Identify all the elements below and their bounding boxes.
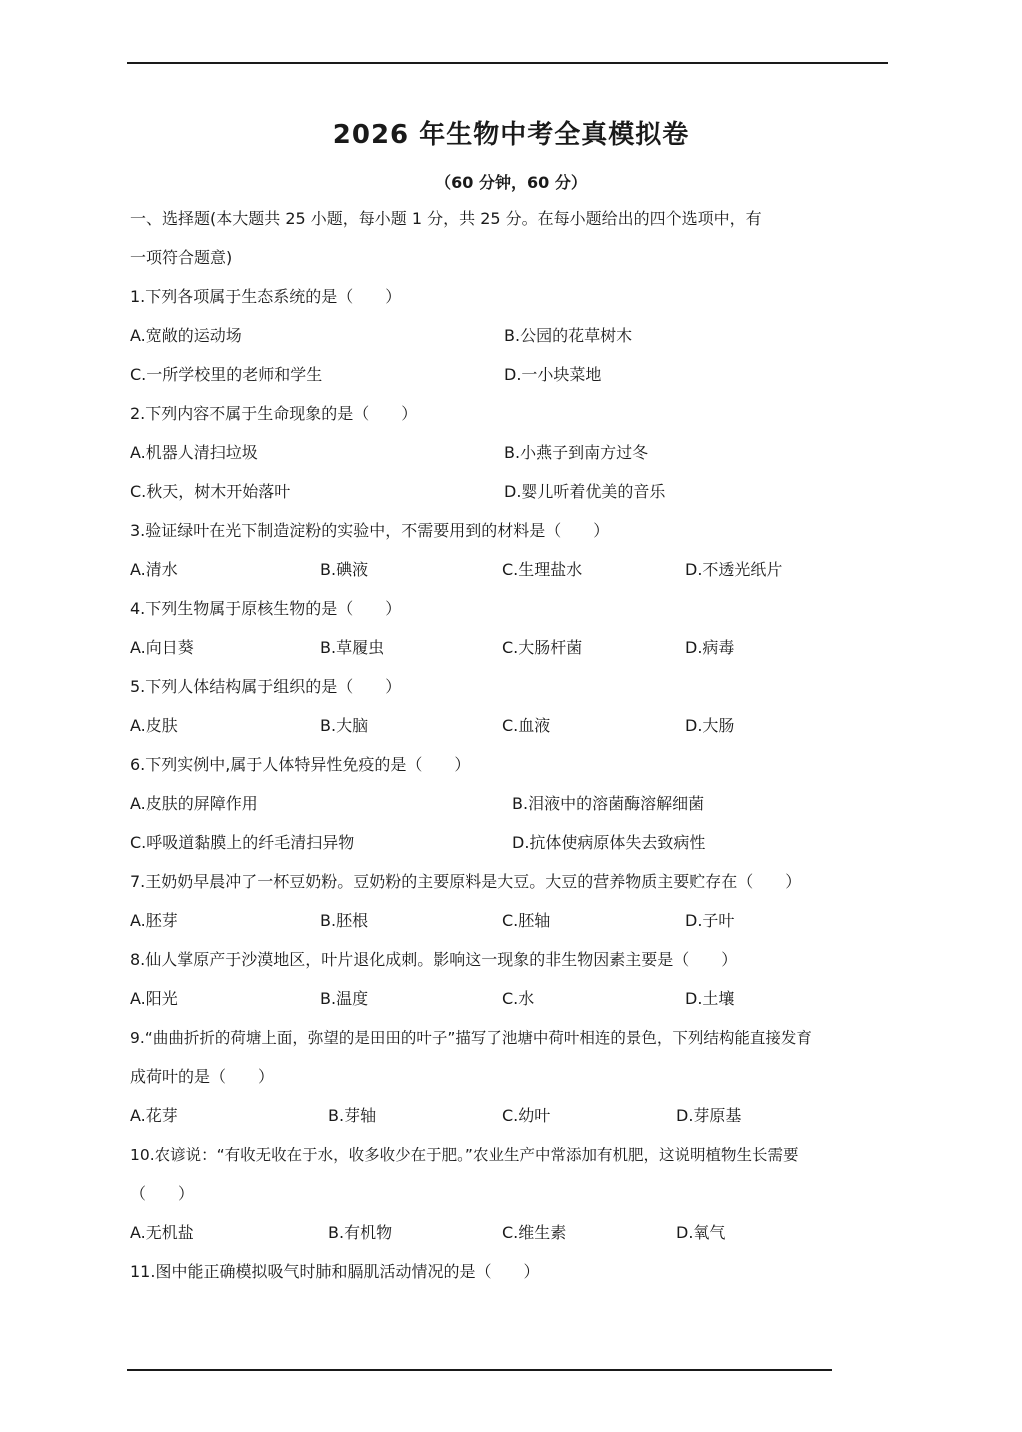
option-d: D.一小块菜地	[504, 365, 602, 384]
option-d: D.不透光纸片	[685, 560, 783, 579]
question-stem: 10.农谚说：“有收无收在于水，收多收少在于肥。”农业生产中常添加有机肥，这说明植物生长需要	[130, 1146, 799, 1164]
option-b: B.大脑	[320, 716, 369, 735]
option-c: C.幼叶	[502, 1106, 551, 1125]
page-title: 2026 年生物中考全真模拟卷	[332, 120, 690, 150]
section-heading: 一、选择题(本大题共 25 小题，每小题 1 分，共 25 分。在每小题给出的四个选项中，有	[130, 209, 762, 228]
option-d: D.抗体使病原体失去致病性	[512, 833, 706, 852]
option-c: C.生理盐水	[502, 560, 583, 579]
option-a: A.阳光	[130, 989, 178, 1008]
option-b: B.公园的花草树木	[504, 326, 633, 345]
option-b: B.碘液	[320, 560, 369, 579]
section-heading-cont: 一项符合题意)	[130, 248, 233, 267]
bottom-rule	[127, 1369, 832, 1371]
question-stem: 3.验证绿叶在光下制造淀粉的实验中，不需要用到的材料是（ ）	[130, 521, 610, 540]
question-stem-cont: 成荷叶的是（ ）	[130, 1067, 275, 1086]
option-a: A.皮肤的屏障作用	[130, 794, 258, 813]
option-a: A.机器人清扫垃圾	[130, 443, 258, 462]
option-a: A.无机盐	[130, 1223, 194, 1242]
option-b: B.泪液中的溶菌酶溶解细菌	[512, 794, 705, 813]
option-b: B.芽轴	[328, 1106, 377, 1125]
option-d: D.氧气	[676, 1223, 726, 1242]
option-c: C.维生素	[502, 1223, 567, 1242]
option-b: B.小燕子到南方过冬	[504, 443, 649, 462]
option-b: B.温度	[320, 989, 369, 1008]
option-c: C.秋天，树木开始落叶	[130, 482, 291, 501]
question-stem: 5.下列人体结构属于组织的是（ ）	[130, 677, 402, 696]
option-d: D.土壤	[685, 989, 735, 1008]
question-stem: 11.图中能正确模拟吸气时肺和膈肌活动情况的是（ ）	[130, 1262, 540, 1281]
option-b: B.胚根	[320, 911, 369, 930]
option-a: A.胚芽	[130, 911, 178, 930]
top-rule	[127, 62, 888, 64]
option-c: C.呼吸道黏膜上的纤毛清扫异物	[130, 833, 355, 852]
page-subtitle: （60 分钟，60 分）	[435, 173, 587, 192]
question-stem: 2.下列内容不属于生命现象的是（ ）	[130, 404, 418, 423]
option-a: A.花芽	[130, 1106, 178, 1125]
option-c: C.一所学校里的老师和学生	[130, 365, 323, 384]
option-a: A.清水	[130, 560, 178, 579]
question-stem: 8.仙人掌原产于沙漠地区，叶片退化成刺。影响这一现象的非生物因素主要是（ ）	[130, 950, 738, 969]
option-b: B.草履虫	[320, 638, 385, 657]
option-c: C.大肠杆菌	[502, 638, 583, 657]
question-stem: 4.下列生物属于原核生物的是（ ）	[130, 599, 402, 618]
option-a: A.向日葵	[130, 638, 194, 657]
question-stem-cont: （ ）	[130, 1184, 195, 1203]
option-c: C.胚轴	[502, 911, 551, 930]
option-d: D.病毒	[685, 638, 735, 657]
option-b: B.有机物	[328, 1223, 393, 1242]
question-stem: 7.王奶奶早晨冲了一杯豆奶粉。豆奶粉的主要原料是大豆。大豆的营养物质主要贮存在（ ）	[130, 872, 802, 891]
option-c: C.血液	[502, 716, 551, 735]
question-stem: 1.下列各项属于生态系统的是（ ）	[130, 287, 402, 306]
question-stem: 9.“曲曲折折的荷塘上面，弥望的是田田的叶子”描写了池塘中荷叶相连的景色，下列结构能直接发育	[130, 1029, 812, 1047]
option-a: A.宽敞的运动场	[130, 326, 242, 345]
option-a: A.皮肤	[130, 716, 178, 735]
option-d: D.芽原基	[676, 1106, 742, 1125]
option-d: D.大肠	[685, 716, 735, 735]
option-d: D.子叶	[685, 911, 735, 930]
option-d: D.婴儿听着优美的音乐	[504, 482, 666, 501]
option-c: C.水	[502, 989, 535, 1008]
question-stem: 6.下列实例中,属于人体特异性免疫的是（ ）	[130, 755, 471, 774]
